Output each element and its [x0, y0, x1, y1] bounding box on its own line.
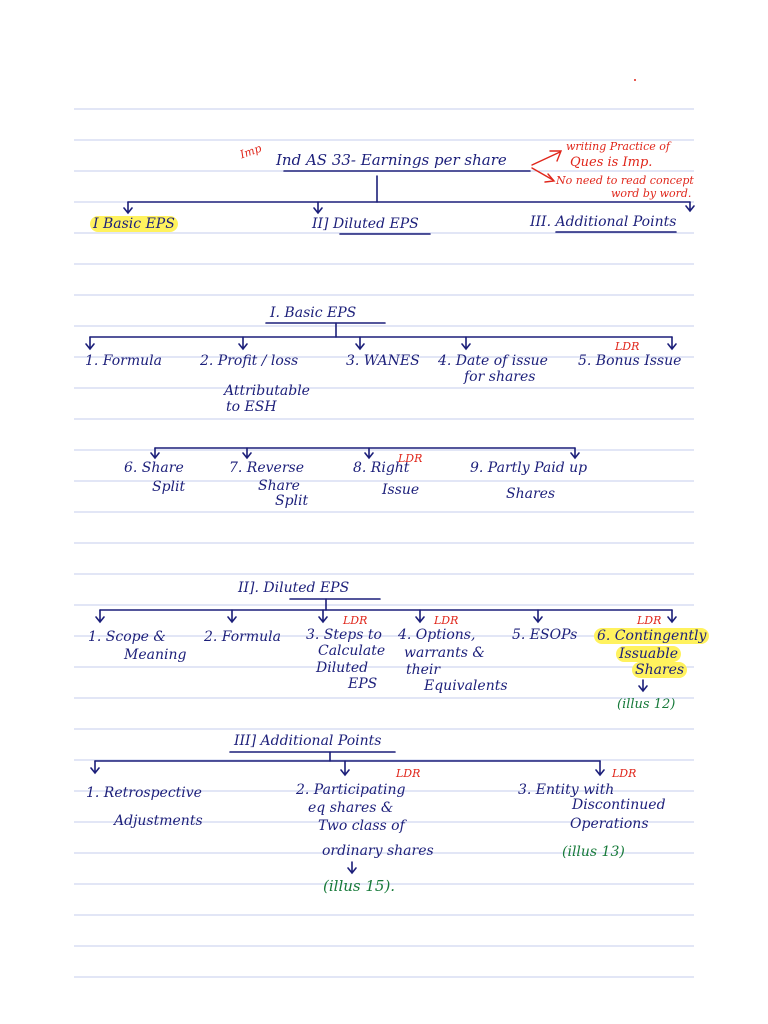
- diluted-item-options: 4. Options,: [398, 627, 476, 643]
- overview-diluted-eps: II] Diluted EPS: [312, 216, 419, 232]
- diluted-item-formula: 2. Formula: [204, 629, 281, 645]
- arrow-down-icon: [124, 202, 132, 213]
- diluted-item-options-sub: Equivalents: [424, 678, 508, 694]
- basic-item-share-split: 6. Share: [124, 460, 184, 476]
- diluted-item-esops: 5. ESOPs: [512, 627, 578, 643]
- section-title-diluted-eps: II]. Diluted EPS: [238, 580, 350, 596]
- arrow-down-icon: [462, 337, 470, 349]
- basic-item-bonus-issue: 5. Bonus Issue: [578, 353, 682, 369]
- diluted-item-steps-sub: Diluted: [316, 660, 369, 676]
- basic-item-reverse-split: 7. Reverse: [229, 460, 304, 476]
- arrow-down-icon: [228, 610, 236, 622]
- basic-item-reverse-split-sub: Share: [258, 478, 300, 494]
- red-arrow-icon: [532, 152, 560, 165]
- basic-item-profit-loss-sub: to ESH: [226, 399, 277, 415]
- additional-item-participating-sub: ordinary shares: [322, 843, 434, 859]
- note-word-by-word: word by word.: [611, 187, 692, 200]
- basic-item-date-of-issue: 4. Date of issue: [438, 353, 548, 369]
- note-writing-practice: writing Practice of: [566, 140, 670, 153]
- arrow-down-icon: [356, 337, 364, 349]
- diluted-item-steps-sub: Calculate: [318, 643, 386, 659]
- red-arrow-icon: [532, 168, 553, 180]
- arrow-down-icon: [668, 337, 676, 349]
- basic-item-partly-paid: 9. Partly Paid up: [470, 460, 588, 476]
- basic-item-partly-paid-sub: Shares: [506, 486, 556, 502]
- ldr-tag: LDR: [343, 614, 368, 627]
- basic-item-right-issue: 8. Right: [353, 460, 410, 476]
- diluted-item-contingent-sub: Shares: [632, 662, 687, 678]
- basic-item-wanes: 3. WANES: [346, 353, 420, 369]
- diluted-item-contingent-sub: Issuable: [616, 646, 681, 662]
- section-title-additional-points: III] Additional Points: [234, 733, 382, 749]
- arrow-down-icon: [416, 610, 424, 622]
- additional-item-entity-sub: Discontinued: [572, 797, 666, 813]
- additional-item-entity-sub: Operations: [570, 816, 649, 832]
- illustration-ref: (illus 15).: [323, 877, 396, 895]
- additional-item-entity: 3. Entity with: [518, 782, 615, 798]
- diluted-item-scope: 1. Scope &: [88, 629, 166, 645]
- arrow-down-icon: [319, 610, 327, 622]
- arrow-down-icon: [348, 862, 356, 873]
- ldr-tag: LDR: [398, 452, 423, 465]
- illustration-ref: (illus 13): [562, 844, 625, 860]
- overview-additional-points: III. Additional Points: [530, 214, 677, 230]
- additional-item-participating-sub: eq shares &: [308, 800, 394, 816]
- arrow-down-icon: [91, 761, 99, 773]
- arrow-down-icon: [239, 337, 247, 349]
- diluted-item-contingent: 6. Contingently: [594, 628, 709, 644]
- basic-item-profit-loss-sub: Attributable: [224, 383, 310, 399]
- illustration-ref: (illus 12): [617, 697, 676, 712]
- basic-item-formula: 1. Formula: [85, 353, 162, 369]
- note-no-need: No need to read concept: [556, 174, 694, 187]
- arrow-down-icon: [341, 761, 349, 775]
- arrow-down-icon: [668, 610, 676, 622]
- arrow-down-icon: [686, 202, 694, 211]
- ldr-tag: LDR: [434, 614, 459, 627]
- ldr-tag: LDR: [396, 767, 421, 780]
- additional-item-participating: 2. Participating: [296, 782, 406, 798]
- basic-item-right-issue-sub: Issue: [382, 482, 420, 498]
- stray-dot: [634, 79, 636, 81]
- diluted-item-steps: 3. Steps to: [306, 627, 382, 643]
- basic-item-share-split-sub: Split: [152, 479, 186, 495]
- arrow-down-icon: [639, 680, 647, 691]
- additional-item-retrospective-sub: Adjustments: [114, 813, 203, 829]
- additional-item-participating-sub: Two class of: [318, 818, 405, 834]
- page-title: Ind AS 33- Earnings per share: [276, 151, 507, 169]
- arrow-down-icon: [314, 202, 322, 213]
- ldr-tag: LDR: [615, 340, 640, 353]
- section-title-basic-eps: I. Basic EPS: [270, 305, 357, 321]
- additional-item-retrospective: 1. Retrospective: [86, 785, 202, 801]
- basic-item-profit-loss: 2. Profit / loss: [200, 353, 299, 369]
- arrow-down-icon: [596, 761, 604, 775]
- arrow-down-icon: [534, 610, 542, 622]
- basic-item-date-of-issue-sub: for shares: [464, 369, 536, 385]
- ldr-tag: LDR: [637, 614, 662, 627]
- overview-basic-eps: I Basic EPS: [90, 216, 178, 232]
- imp-mark: Imp: [238, 141, 264, 162]
- diluted-item-scope-sub: Meaning: [124, 647, 187, 663]
- diluted-item-options-sub: their: [406, 662, 441, 678]
- basic-item-reverse-split-sub: Split: [275, 493, 309, 509]
- arrow-down-icon: [86, 337, 94, 349]
- arrow-down-icon: [96, 610, 104, 622]
- diluted-item-options-sub: warrants &: [404, 645, 485, 661]
- note-ques-imp: Ques is Imp.: [570, 155, 653, 170]
- diluted-item-steps-sub: EPS: [348, 676, 378, 692]
- ldr-tag: LDR: [612, 767, 637, 780]
